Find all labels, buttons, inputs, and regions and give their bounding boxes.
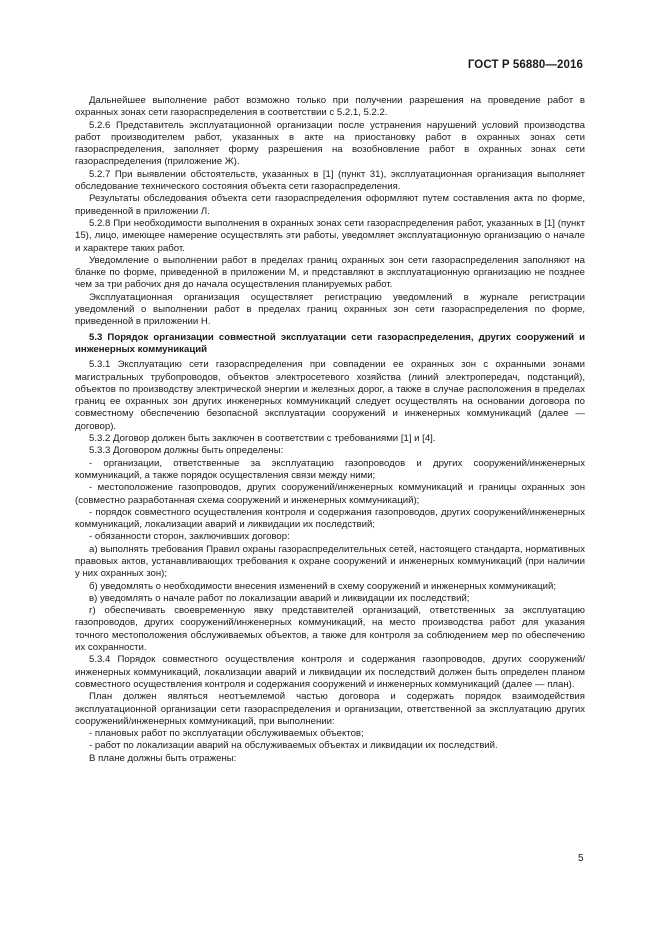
page-number: 5 <box>578 853 584 864</box>
paragraph: 5.3.1 Эксплуатацию сети газораспределения при совпадении ее охранных зон с охранными зонами магистральных трубопроводов, объектов электросетевого хозяйства (линий электропередач, подстанций), объектов по производству электрической энергии и железных дорог, а также в случае расположения в пределах границ ее охранных зон других инженерных коммуникаций следует осуществлять на основании договора по совместному обеспечению безопасной эксплуатации сооружений и инженерных коммуникаций (далее — договор). <box>75 359 585 432</box>
paragraph: 5.3.4 Порядок совместного осуществления контроля и содержания газопроводов, других сооружений/инженерных коммуникаций, локализации аварий и ликвидации их последствий должен быть определен планом совместного осуществления контроля и содержания сооружений и инженерных коммуникаций (далее — план). <box>75 654 585 690</box>
paragraph: 5.3.3 Договором должны быть определены: <box>89 445 284 457</box>
paragraph: План должен являться неотъемлемой частью договора и содержать порядок взаимодействия эксплуатационной организации сети газораспределения и организации, ответственной за эксплуатацию других сооружений/инженерных коммуникаций, при выполнении: <box>75 691 585 727</box>
list-item: г) обеспечивать своевременную явку представителей организаций, ответственных за эксплуатацию газопроводов, других сооружений/инженерных коммуникаций, на место производства работ для указания точного местоположения обслуживаемых объектов, а также для контроля за соблюдением мер по обеспечению их сохранности. <box>75 605 585 654</box>
paragraph: В плане должны быть отражены: <box>89 752 237 764</box>
paragraph: 5.2.8 При необходимости выполнения в охранных зонах сети газораспределения работ, указанных в [1] (пункт 15), лицо, имеющее намерение осуществлять эти работы, уведомляет эксплуатационную организацию о начале и характере таких работ. <box>75 217 585 254</box>
list-item: в) уведомлять о начале работ по локализации аварий и ликвидации их последствий; <box>89 592 470 604</box>
list-item: а) выполнять требования Правил охраны газораспределительных сетей, настоящего стандарта, нормативных правовых актов, устанавливающих требования к охране сооружений и инженерных коммуникаций (при наличии у них охранных зон); <box>75 543 585 580</box>
list-item: - работ по локализации аварий на обслуживаемых объектах и ликвидации их последствий. <box>89 740 498 752</box>
document-body <box>75 95 585 765</box>
paragraph: Дальнейшее выполнение работ возможно только при получении разрешения на проведение работ в охранных зонах сети газораспределения в соответствии с 5.2.1, 5.2.2. <box>75 95 585 119</box>
list-item: - порядок совместного осуществления контроля и содержания газопроводов, других сооружений/инженерных коммуникаций, локализации аварий и ликвидации их последствий; <box>75 506 585 531</box>
list-item: - обязанности сторон, заключивших договор: <box>89 531 290 543</box>
list-item: - плановых работ по эксплуатации обслуживаемых объектов; <box>89 728 364 740</box>
list-item: - организации, ответственные за эксплуатацию газопроводов и других сооружений/инженерных коммуникаций, а также порядок осуществления связи между ними; <box>75 457 585 481</box>
paragraph: Эксплуатационная организация осуществляет регистрацию уведомлений в журнале регистрации уведомлений о выполнении работ в пределах границ охранных зон сети газораспределения по форме, приведенной в приложении Н. <box>75 291 585 328</box>
paragraph: Уведомление о выполнении работ в пределах границ охранных зон сети газораспределения заполняют на бланке по форме, приведенной в приложении М, и представляют в эксплуатационную организацию не позднее чем за три рабочих дня до начала осуществления планируемых работ. <box>75 254 585 291</box>
paragraph: Результаты обследования объекта сети газораспределения оформляют путем составления акта по форме, приведенной в приложении Л. <box>75 193 585 217</box>
document-header: ГОСТ Р 56880—2016 <box>467 59 583 71</box>
list-item: б) уведомлять о необходимости внесения изменений в схему сооружений и инженерных коммуникаций; <box>89 580 557 592</box>
paragraph: 5.3.2 Договор должен быть заключен в соответствии с требованиями [1] и [4]. <box>89 433 436 445</box>
paragraph: 5.2.7 При выявлении обстоятельств, указанных в [1] (пункт 31), эксплуатационная организация выполняет обследование технического состояния объекта сети газораспределения. <box>75 168 585 193</box>
paragraph: 5.2.6 Представитель эксплуатационной организации после устранения нарушений условий производства работ производителем работ, указанных в акте на приостановку работ в охранных зонах сети газораспределения, заполняет форму разрешения на возобновление работ в охранных зонах сети газораспределения (приложение Ж). <box>75 119 585 168</box>
section-heading: 5.3 Порядок организации совместной эксплуатации сети газораспределения, других сооружений и инженерных коммуникаций <box>75 331 585 355</box>
list-item: - местоположение газопроводов, других сооружений/инженерных коммуникаций и границы охранных зон (совместно разработанная схема сооружений и инженерных коммуникаций); <box>75 482 585 506</box>
